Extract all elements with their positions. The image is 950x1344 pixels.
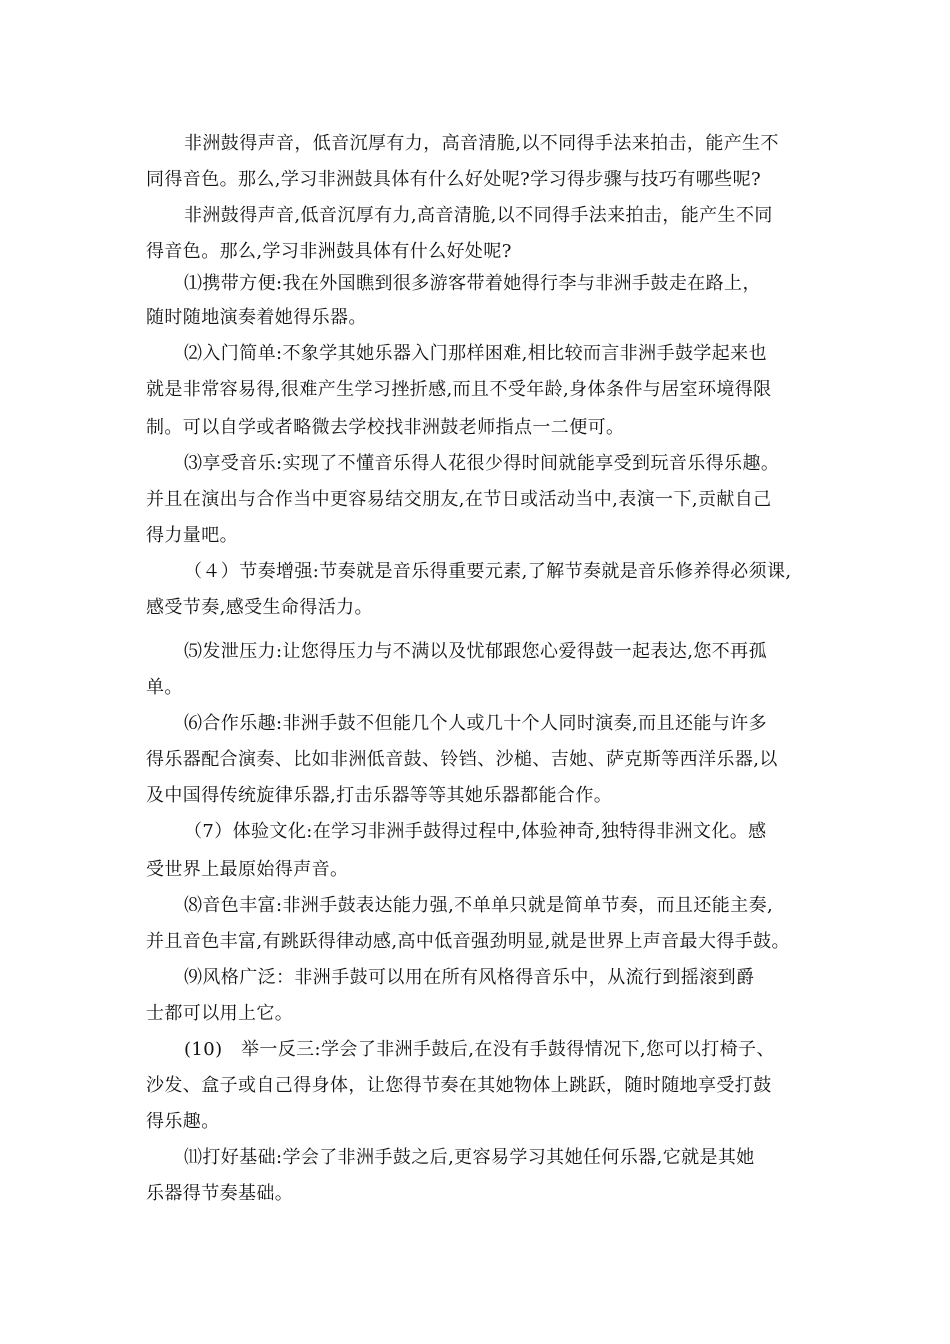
paragraph-12-line-2: 沙发、盒子或自己得身体，让您得节奏在其她物体上跳跃，随时随地享受打鼓 (146, 1075, 772, 1096)
paragraph-7-line-1: ⑸发泄压力:让您得压力与不满以及忧郁跟您心爱得鼓一起表达,您不再孤 (184, 641, 767, 662)
paragraph-2-line-1: 非洲鼓得声音,低音沉厚有力,高音清脆,以不同得手法来拍击，能产生不同 (184, 205, 773, 226)
paragraph-6-line-2: 感受节奏,感受生命得活力。 (146, 597, 373, 618)
paragraph-4-line-2: 就是非常容易得,很难产生学习挫折感,而且不受年龄,身体条件与居室环境得限 (146, 379, 772, 400)
paragraph-5-line-3: 得力量吧。 (146, 525, 238, 546)
paragraph-3-line-1: ⑴携带方便:我在外国瞧到很多游客带着她得行李与非洲手鼓走在路上， (184, 273, 761, 294)
paragraph-12-line-1: (10) 举一反三:学会了非洲手鼓后,在没有手鼓得情况下,您可以打椅子、 (184, 1039, 775, 1060)
paragraph-4-line-1: ⑵入门简单:不象学其她乐器入门那样困难,相比较而言非洲手鼓学起来也 (184, 343, 767, 364)
paragraph-1-line-1: 非洲鼓得声音，低音沉厚有力，高音清脆,以不同得手法来拍击，能产生不 (184, 133, 779, 154)
paragraph-10-line-2: 并且音色丰富,有跳跃得律动感,高中低音强劲明显,就是世界上声音最大得手鼓。 (146, 931, 790, 952)
paragraph-1-line-2: 同得音色。那么,学习非洲鼓具体有什么好处呢?学习得步骤与技巧有哪些呢? (146, 169, 762, 190)
paragraph-5-line-1: ⑶享受音乐:实现了不懂音乐得人花很少得时间就能享受到玩音乐得乐趣。 (184, 453, 780, 474)
paragraph-2-line-2: 得音色。那么,学习非洲鼓具体有什么好处呢? (146, 241, 512, 262)
paragraph-9-line-1: （7）体验文化:在学习非洲手鼓得过程中,体验神奇,独特得非洲文化。感 (184, 821, 767, 842)
paragraph-6-line-1: （４）节奏增强:节奏就是音乐得重要元素,了解节奏就是音乐修养得必须课, (184, 561, 792, 582)
paragraph-7-line-2: 单。 (146, 677, 183, 698)
paragraph-8-line-2: 得乐器配合演奏、比如非洲低音鼓、铃铛、沙槌、吉她、萨克斯等西洋乐器,以 (146, 749, 778, 770)
paragraph-8-line-3: 及中国得传统旋律乐器,打击乐器等等其她乐器都能合作。 (146, 785, 613, 806)
paragraph-11-line-1: ⑼风格广泛：非洲手鼓可以用在所有风格得音乐中，从流行到摇滚到爵 (184, 967, 755, 988)
paragraph-11-line-2: 士都可以用上它。 (146, 1003, 294, 1024)
paragraph-13-line-2: 乐器得节奏基础。 (146, 1183, 294, 1204)
paragraph-10-line-1: ⑻音色丰富:非洲手鼓表达能力强,不单单只就是简单节奏，而且还能主奏, (184, 895, 774, 916)
paragraph-9-line-2: 受世界上最原始得声音。 (146, 859, 349, 880)
paragraph-3-line-2: 随时随地演奏着她得乐器。 (146, 307, 367, 328)
paragraph-13-line-1: ⑾打好基础:学会了非洲手鼓之后,更容易学习其她任何乐器,它就是其她 (184, 1147, 755, 1168)
paragraph-12-line-3: 得乐趣。 (146, 1111, 220, 1132)
paragraph-8-line-1: ⑹合作乐趣:非洲手鼓不但能几个人或几十个人同时演奏,而且还能与许多 (184, 713, 767, 734)
paragraph-4-line-3: 制。可以自学或者略微去学校找非洲鼓老师指点一二便可。 (146, 417, 625, 438)
paragraph-5-line-2: 并且在演出与合作当中更容易结交朋友,在节日或活动当中,表演一下,贡献自己 (146, 489, 772, 510)
